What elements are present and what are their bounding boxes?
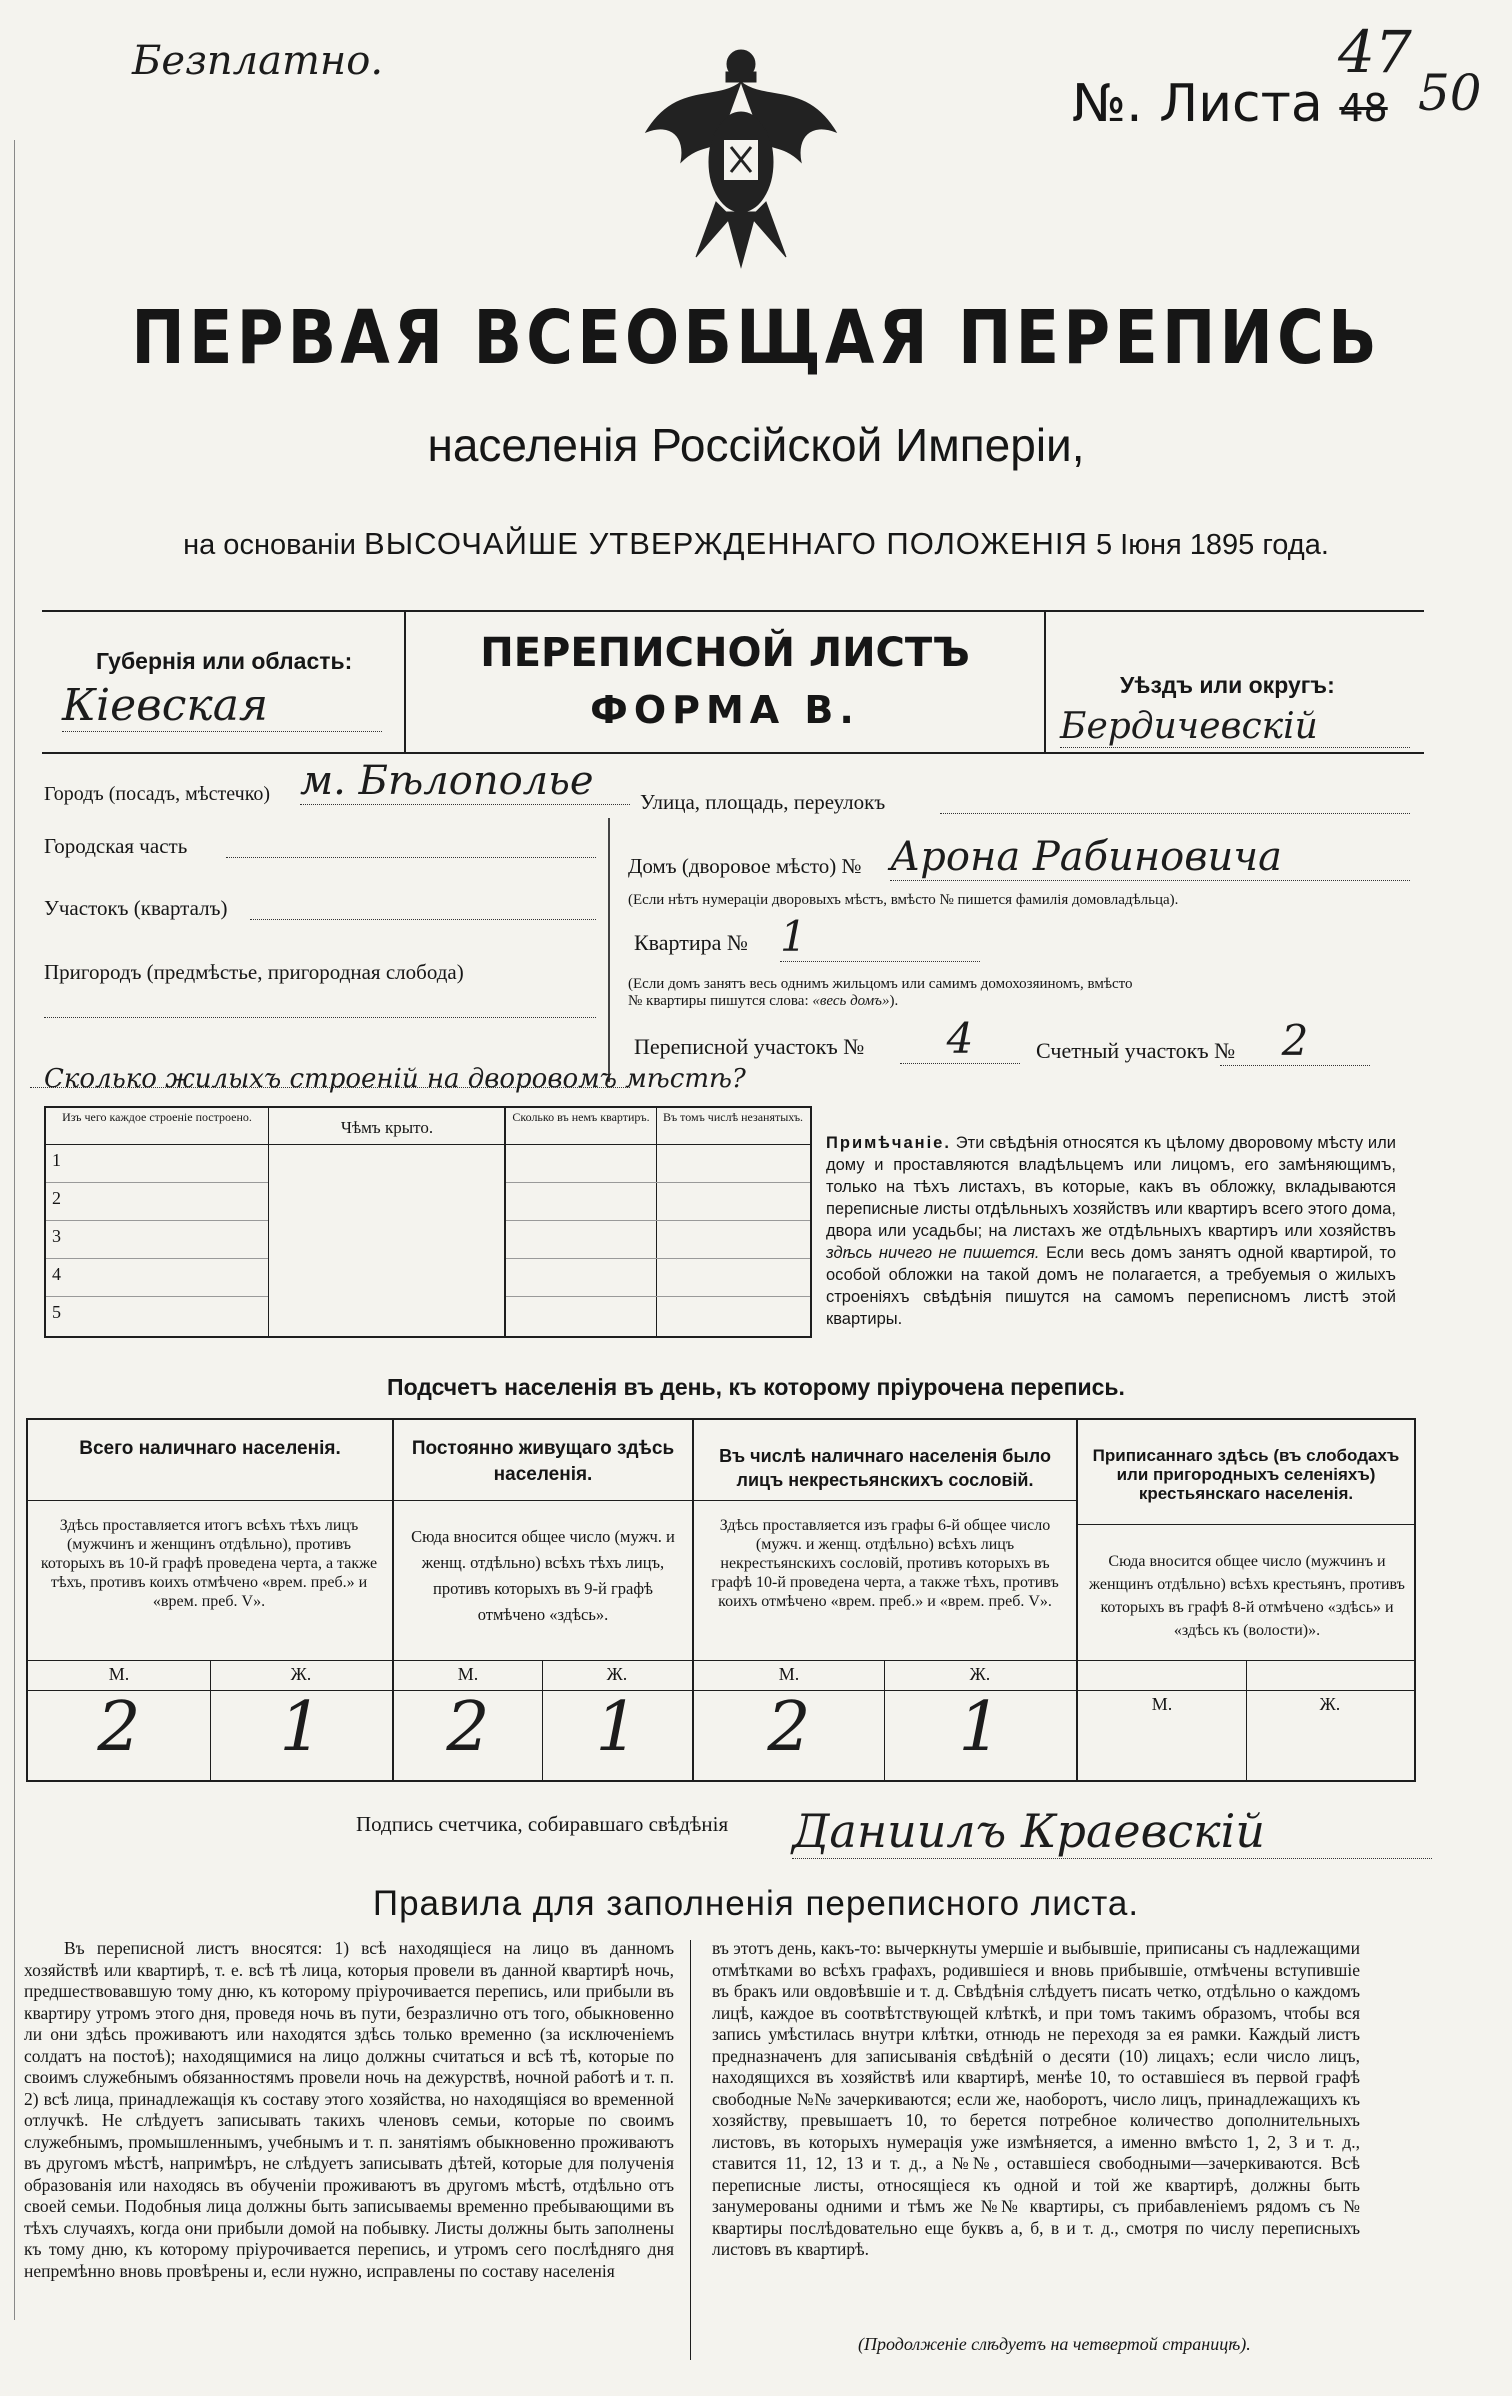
tally-permanent-m: 2 bbox=[446, 1688, 490, 1767]
basis-prefix: на основаніи bbox=[183, 529, 356, 561]
sheet-number-text: №. Листа bbox=[1072, 74, 1323, 134]
district-label: Уѣздъ или округъ: bbox=[1120, 672, 1335, 698]
apartment-label: Квартира № bbox=[634, 930, 748, 955]
buildings-col-roof: Чѣмъ крыто. bbox=[340, 1118, 434, 1137]
buildings-note bbox=[826, 1132, 1396, 1330]
census-section-value: 4 bbox=[900, 1014, 1020, 1064]
sheet-number-struck: 48 bbox=[1339, 86, 1388, 130]
tally-nonpeasant-f: 1 bbox=[958, 1688, 1002, 1767]
note-italic: здѣсь ничего не пишется. bbox=[826, 1244, 1040, 1262]
apartment-note-line-2-text: № квартиры пишутся слова: bbox=[628, 993, 809, 1009]
house-value: Арона Рабиновича bbox=[890, 834, 1410, 881]
suburb-label: Пригородъ (предмѣстье, пригородная слобода) bbox=[44, 960, 464, 984]
note-text: Эти свѣдѣнія относятся къ цѣлому дворовому мѣсту или дому и проставляются владѣльцемъ или лицомъ, его замѣняющимъ, только на тѣхъ листахъ, въ которые, какъ въ обложку, вкладываются переписные листы отдѣльныхъ хозяйствъ или квартиръ всего этого дома, двора или усадьбы; на листахъ же отдѣльныхъ квартиръ или хозяйствъ bbox=[826, 1134, 1396, 1240]
rules-title: Правила для заполненія переписного листа. bbox=[372, 1884, 1140, 1923]
form-name: ПЕРЕПИСНОЙ ЛИСТЪ bbox=[480, 630, 970, 676]
tally-col-permanent-text: Сюда вносится общее число (мужч. и женщ. отдѣльно) всѣхъ тѣхъ лицъ, противъ которыхъ въ 9-й графѣ отмѣчено «здѣсь». bbox=[411, 1527, 675, 1624]
tally-col-nonpeasant-head: Въ числѣ наличнаго населенія было лицъ некрестьянскихъ сословій. bbox=[719, 1446, 1051, 1490]
buildings-col-vacant: Въ томъ числѣ незанятыхъ. bbox=[662, 1110, 804, 1124]
street-field bbox=[940, 812, 1410, 814]
census-basis bbox=[0, 526, 1512, 562]
tally-m-label-1: М. bbox=[108, 1664, 130, 1684]
province-label: Губернія или область: bbox=[96, 648, 353, 674]
rules-left-text: Въ переписной листъ вносятся: 1) всѣ находящіеся на лицо въ данномъ хозяйствѣ или квартирѣ, т. е. всѣ тѣ лица, которыя провели въ данной квартирѣ ночь, предшествовавшую тому дню, къ которому пріурочивается перепись, или прибыли въ квартиру утромъ этого дня, проведя ночь въ пути, безразлично отъ того, обыкновенно ли они здѣсь проживаютъ или находятся здѣсь только временно (за исключеніемъ солдатъ на постоѣ); находящимися на лицо должны считаться и всѣ тѣ, которые по своимъ служебнымъ обязанностямъ провели ночь на дежурствѣ, ночной работѣ и т. п. 2) всѣ лица, принадлежащія къ составу этого хозяйства, но находящіяся во временной отлучкѣ. Не слѣдуетъ записывать такихъ членовъ семьи, которые по своимъ служебнымъ, промышленнымъ, учебнымъ и т. п. занятіямъ обыкновенно проживаютъ въ другомъ мѣстѣ, напримѣръ, не слѣдуетъ записывать дѣтей, которые для полученія образованія или находясь въ обученіи проживаютъ въ другомъ мѣстѣ, отдѣльно отъ своей семьи. Подобныя лица должны быть записываемы временно пребывающими въ тѣхъ случаяхъ, когда они прибыли домой на побывку. Листы должны быть заполнены къ тому дню, къ которому пріурочивается перепись, и утромъ сего послѣдняго дня непремѣнно вновь провѣрены и, если нужно, исправлены по составу населенія bbox=[24, 1938, 674, 2281]
district-value: Бердичевскій bbox=[1060, 706, 1410, 748]
imperial-eagle-emblem bbox=[636, 42, 846, 272]
note-text-2: Если весь домъ занятъ одной квартирой, то особой обложки на такой домъ не полагается, а требуемыя о жилыхъ строеніяхъ свѣдѣнія пишутся на самомъ переписномъ листѣ этой квартиры. bbox=[826, 1244, 1396, 1328]
sheet-number-handwritten-2: 50 bbox=[1418, 64, 1482, 122]
town-part-label: Городская часть bbox=[44, 834, 188, 858]
rules-continued: (Продолженіе слѣдуетъ на четвертой страницѣ). bbox=[858, 2334, 1251, 2354]
left-margin-line bbox=[14, 140, 15, 2320]
note-title: Примѣчаніе. bbox=[826, 1134, 951, 1152]
census-title: ПЕРВАЯ ВСЕОБЩАЯ ПЕРЕПИСЬ bbox=[131, 296, 1381, 382]
rules-right-text: въ этотъ день, какъ-то: вычеркнуты умершіе и выбывшіе, приписаны съ надлежащими отмѣтками во всѣхъ графахъ, родившіеся и вновь прибывшіе, отмѣчены вступившіе въ бракъ или овдовѣвшіе и т. д. Свѣдѣнія слѣдуетъ писать четко, отдѣльно о каждомъ лицѣ, каждое въ соотвѣтствующей клѣткѣ, и при томъ такимъ образомъ, чтобы вся запись умѣстилась внутри клѣтки, отнюдь не переходя за ея рамки. Каждый листъ предназначенъ для записыванія свѣдѣній о десяти (10) лицахъ; если число лицъ, находящихся въ хозяйствѣ или квартирѣ, менѣе 10, то оставшіеся въ первой графѣ свободные №№ зачеркиваются; если же, наоборотъ, число лицъ, принадлежащихъ къ хозяйству, превышаетъ 10, то берется потребное количество дополнительныхъ листовъ, въ которыхъ нумерація уже измѣняется, а именно вмѣсто 1, 2, 3 и т. д., ставится 11, 12, 13 и т. д., а №№, оставшіеся свободными—зачеркиваются. Всѣ переписные листы, относящіеся къ одной и той же квартирѣ, должны быть занумерованы одними и тѣмъ же №№ квартиры, съ прибавленіемъ рядомъ съ № квартиры послѣдовательно еще буквъ а, б, в и т. д., смотря по числу переписныхъ листовъ въ квартирѣ. bbox=[712, 1938, 1360, 2259]
tally-present-m: 2 bbox=[97, 1688, 141, 1767]
census-subtitle: населенія Россійской Имперіи, bbox=[427, 419, 1085, 471]
form-code: ФОРМА В. bbox=[590, 688, 860, 732]
tally-m-label-4: М. bbox=[1151, 1694, 1173, 1714]
buildings-col-apartments: Сколько въ немъ квартиръ. bbox=[512, 1110, 650, 1124]
town-part-field bbox=[226, 856, 596, 858]
tally-f-label-3: Ж. bbox=[969, 1664, 991, 1684]
tally-col-present-text: Здѣсь проставляется итогъ всѣхъ тѣхъ лицъ (мужчинъ и женщинъ отдѣльно), противъ которыхъ въ 10-й графѣ проведена черта, а также тѣхъ, противъ коихъ отмѣчено «врем. преб.» и «врем. преб. V». bbox=[40, 1517, 378, 1610]
buildings-row-2: 2 bbox=[52, 1188, 61, 1208]
basis-caps: ВЫСОЧАЙШЕ УТВЕРЖДЕННАГО ПОЛОЖЕНІЯ bbox=[364, 526, 1088, 561]
sheet-number-handwritten: 47 bbox=[1338, 18, 1412, 86]
counting-section-label: Счетный участокъ № bbox=[1036, 1038, 1236, 1063]
basis-date: 5 Іюня 1895 года. bbox=[1096, 529, 1329, 561]
precinct-label: Участокъ (кварталъ) bbox=[44, 896, 228, 920]
province-value: Кіевская bbox=[62, 680, 382, 732]
town-label: Городъ (посадъ, мѣстечко) bbox=[44, 783, 271, 805]
buildings-question: Сколько жилыхъ строеній на дворовомъ мѣстѣ? bbox=[44, 1064, 746, 1094]
street-label: Улица, площадь, переулокъ bbox=[640, 790, 886, 814]
buildings-row-3: 3 bbox=[52, 1226, 61, 1246]
tally-col-peasant-head: Приписаннаго здѣсь (въ слободахъ или пригородныхъ селеніяхъ) крестьянскаго населенія. bbox=[1092, 1446, 1400, 1503]
apartment-note-line-1: (Если домъ занятъ весь однимъ жильцомъ или самимъ домохозяиномъ, вмѣсто bbox=[628, 976, 1133, 992]
buildings-row-5: 5 bbox=[52, 1302, 61, 1322]
tally-f-label-2: Ж. bbox=[606, 1664, 628, 1684]
tally-f-label-4: Ж. bbox=[1319, 1694, 1341, 1714]
buildings-col-material: Изъ чего каждое строеніе построено. bbox=[62, 1110, 252, 1124]
rules-right-column bbox=[712, 1938, 1360, 2261]
buildings-row-4: 4 bbox=[52, 1264, 61, 1284]
tally-title: Подсчетъ населенія въ день, къ которому пріурочена перепись. bbox=[387, 1374, 1125, 1400]
suburb-field bbox=[44, 1016, 596, 1018]
precinct-field bbox=[250, 918, 596, 920]
free-label: Безплатно. bbox=[132, 38, 384, 84]
town-value: м. Бѣлополье bbox=[300, 758, 630, 805]
tally-permanent-f: 1 bbox=[595, 1688, 639, 1767]
apartment-note-italic: «весь домъ» bbox=[812, 993, 890, 1009]
tally-col-present-head: Всего наличнаго населенія. bbox=[79, 1438, 341, 1459]
buildings-row-1: 1 bbox=[52, 1150, 61, 1170]
signature-label: Подпись счетчика, собиравшаго свѣдѣнія bbox=[356, 1812, 729, 1836]
tally-nonpeasant-m: 2 bbox=[767, 1688, 811, 1767]
counting-section-value: 2 bbox=[1220, 1016, 1370, 1066]
apartment-note-line-2: № квартиры пишутся слова: «весь домъ»). bbox=[628, 993, 899, 1009]
tally-f-label-1: Ж. bbox=[290, 1664, 312, 1684]
tally-col-permanent-head: Постоянно живущаго здѣсь населенія. bbox=[411, 1438, 675, 1485]
tally-m-label-2: М. bbox=[457, 1664, 479, 1684]
rules-left-column bbox=[24, 1938, 674, 2282]
tally-present-f: 1 bbox=[279, 1688, 323, 1767]
house-note: (Если нѣтъ нумераціи дворовыхъ мѣстъ, вмѣсто № пишется фамилія домовладѣльца). bbox=[628, 892, 1179, 908]
tally-m-label-3: М. bbox=[778, 1664, 800, 1684]
house-label: Домъ (дворовое мѣсто) № bbox=[628, 854, 862, 878]
apartment-value: 1 bbox=[780, 912, 980, 962]
signature-value: Даниилъ Краевскій bbox=[792, 1804, 1432, 1859]
apartment-note bbox=[628, 976, 1408, 1010]
tally-col-peasant-text: Сюда вносится общее число (мужчинъ и женщинъ отдѣльно) всѣхъ крестьянъ, противъ которыхъ въ графѣ 8-й отмѣчено «здѣсь» и «здѣсь къ (волости)». bbox=[1089, 1553, 1405, 1639]
census-section-label: Переписной участокъ № bbox=[634, 1034, 865, 1059]
tally-col-nonpeasant-text: Здѣсь проставляется изъ графы 6-й общее число (мужч. и женщ. отдѣльно) всѣхъ лицъ некрестьянскихъ сословій, противъ которыхъ въ графѣ 10-й проведена черта, а также тѣхъ, противъ коихъ отмѣчено «врем. преб.» и «врем. преб. V». bbox=[711, 1517, 1059, 1610]
